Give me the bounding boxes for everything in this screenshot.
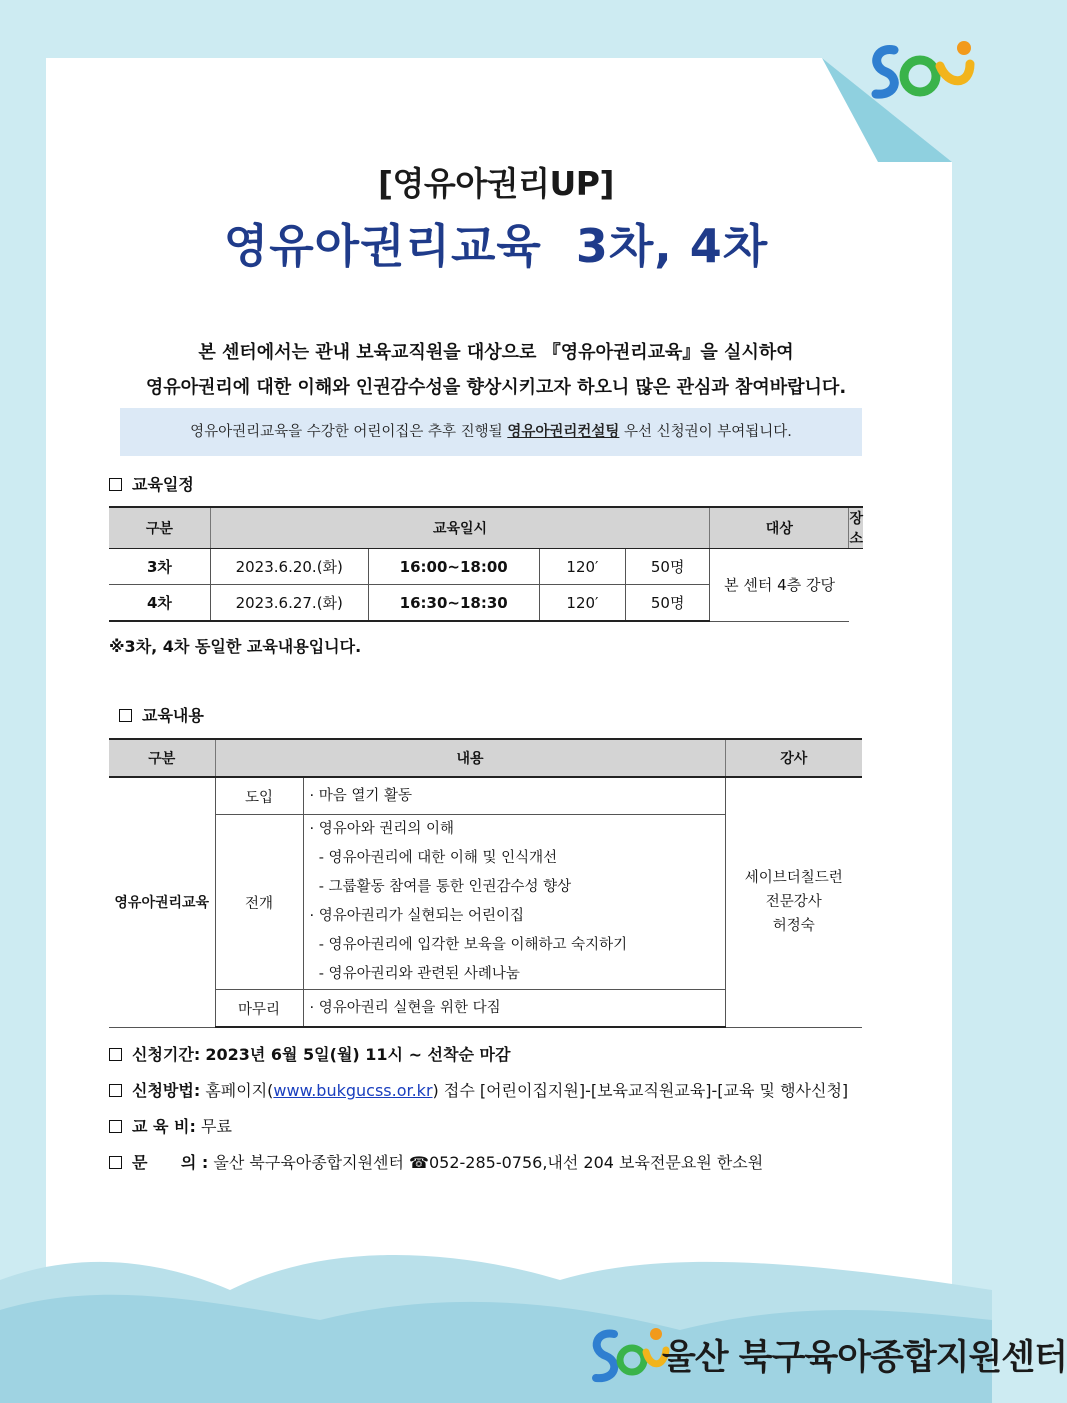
stage-cell: 도입 — [215, 777, 303, 815]
header-cell: 대상 — [710, 507, 849, 549]
round-cell: 3차 — [109, 549, 210, 585]
fee-value: 무료 — [201, 1117, 232, 1136]
checkbox-square-icon — [109, 1156, 122, 1169]
target-cell: 50명 — [626, 585, 710, 622]
content-line: · 마음 열기 활동 — [309, 787, 412, 804]
intro-line-1: 본 센터에서는 관내 보육교직원을 대상으로 『영유아권리교육』을 실시하여 — [198, 342, 794, 363]
intro-line-2: 영유아권리에 대한 이해와 인권감수성을 향상시키고자 하오니 많은 관심과 참여바랍니다. — [145, 377, 847, 398]
date-cell: 2023.6.27.(화) — [210, 585, 368, 622]
schedule-heading-label: 교육일정 — [132, 475, 194, 494]
content-heading — [119, 703, 204, 726]
instructor-title: 전문강사 — [765, 894, 822, 911]
page-title: 영유아권리교육 3차, 4차 — [223, 219, 769, 273]
table-header-row — [109, 739, 862, 777]
center-logo-icon — [866, 36, 978, 104]
schedule-note: ※3차, 4차 동일한 교육내용입니다. — [109, 637, 362, 656]
checkbox-square-icon — [109, 1120, 122, 1133]
content-line: - 영유아권리와 관련된 사례나눔 — [309, 966, 520, 982]
content-table — [109, 738, 862, 1028]
place-cell: 본 센터 4층 강당 — [710, 549, 849, 622]
checkbox-square-icon — [109, 478, 122, 491]
time-cell: 16:00~18:00 — [368, 549, 539, 585]
homepage-link[interactable]: www.bukgucss.or.kr — [273, 1081, 433, 1100]
content-line: · 영유아권리가 실현되는 어린이집 — [309, 908, 525, 924]
header-cell: 구분 — [109, 507, 210, 549]
contact-label: 문 의 : — [132, 1153, 209, 1172]
time-cell: 16:30~18:30 — [368, 585, 539, 622]
page-subtitle: [영유아권리UP] — [377, 164, 615, 203]
instructor-cell — [725, 777, 862, 1027]
header-cell: 내용 — [215, 739, 725, 777]
contact-value: 울산 북구육아종합지원센터 ☎052-285-0756,내선 204 보육전문요원 한소원 — [213, 1153, 764, 1172]
content-cell — [303, 815, 725, 990]
content-line: · 영유아와 권리의 이해 — [309, 821, 454, 837]
checkbox-square-icon — [109, 1084, 122, 1097]
table-row — [109, 777, 862, 815]
notice-highlight: 영유아권리컨설팅 — [507, 424, 620, 440]
stage-cell: 마무리 — [215, 990, 303, 1028]
apply-method-suffix: ) 접수 [어린이집지원]-[보육교직원교육]-[교육 및 행사신청] — [432, 1081, 849, 1100]
header-cell: 강사 — [725, 739, 862, 777]
apply-method-prefix: 홈페이지( — [205, 1081, 274, 1100]
contact-row — [109, 1150, 763, 1173]
table-header-row — [109, 507, 863, 549]
content-cell — [303, 777, 725, 815]
round-cell: 4차 — [109, 585, 210, 622]
notice-text-after: 우선 신청권이 부여됩니다. — [619, 424, 792, 440]
fee-label: 교 육 비: — [132, 1117, 196, 1136]
content-heading-label: 교육내용 — [142, 706, 204, 725]
checkbox-square-icon — [119, 709, 132, 722]
content-line: - 그룹활동 참여를 통한 인권감수성 향상 — [309, 879, 572, 895]
notice-text-before: 영유아권리교육을 수강한 어린이집은 추후 진행될 — [190, 424, 508, 440]
schedule-heading — [109, 472, 194, 495]
content-line: · 영유아권리 실현을 위한 다짐 — [309, 999, 501, 1016]
category-cell: 영유아권리교육 — [109, 777, 215, 1027]
apply-period-value: 2023년 6월 5일(월) 11시 ~ 선착순 마감 — [205, 1045, 511, 1064]
apply-period-label: 신청기간: — [132, 1045, 201, 1064]
instructor-org: 세이브더칠드런 — [744, 870, 843, 887]
header-cell: 장소 — [849, 507, 863, 549]
duration-cell: 120′ — [539, 585, 625, 622]
stage-cell: 전개 — [215, 815, 303, 990]
consulting-notice — [120, 408, 862, 456]
footer-org-name: 울산 북구육아종합지원센터 — [662, 1338, 1067, 1378]
header-cell: 구분 — [109, 739, 215, 777]
content-cell — [303, 990, 725, 1028]
date-cell: 2023.6.20.(화) — [210, 549, 368, 585]
apply-method-row — [109, 1078, 848, 1101]
content-line: - 영유아권리에 입각한 보육을 이해하고 숙지하기 — [309, 937, 628, 953]
apply-method-label: 신청방법: — [132, 1081, 201, 1100]
instructor-name: 허정숙 — [772, 918, 815, 935]
apply-period-row — [109, 1042, 510, 1065]
fee-row — [109, 1114, 232, 1137]
target-cell: 50명 — [626, 549, 710, 585]
checkbox-square-icon — [109, 1048, 122, 1061]
header-cell: 교육일시 — [210, 507, 709, 549]
table-row — [109, 549, 863, 585]
content-line: - 영유아권리에 대한 이해 및 인식개선 — [309, 850, 558, 866]
duration-cell: 120′ — [539, 549, 625, 585]
schedule-table — [109, 506, 863, 622]
